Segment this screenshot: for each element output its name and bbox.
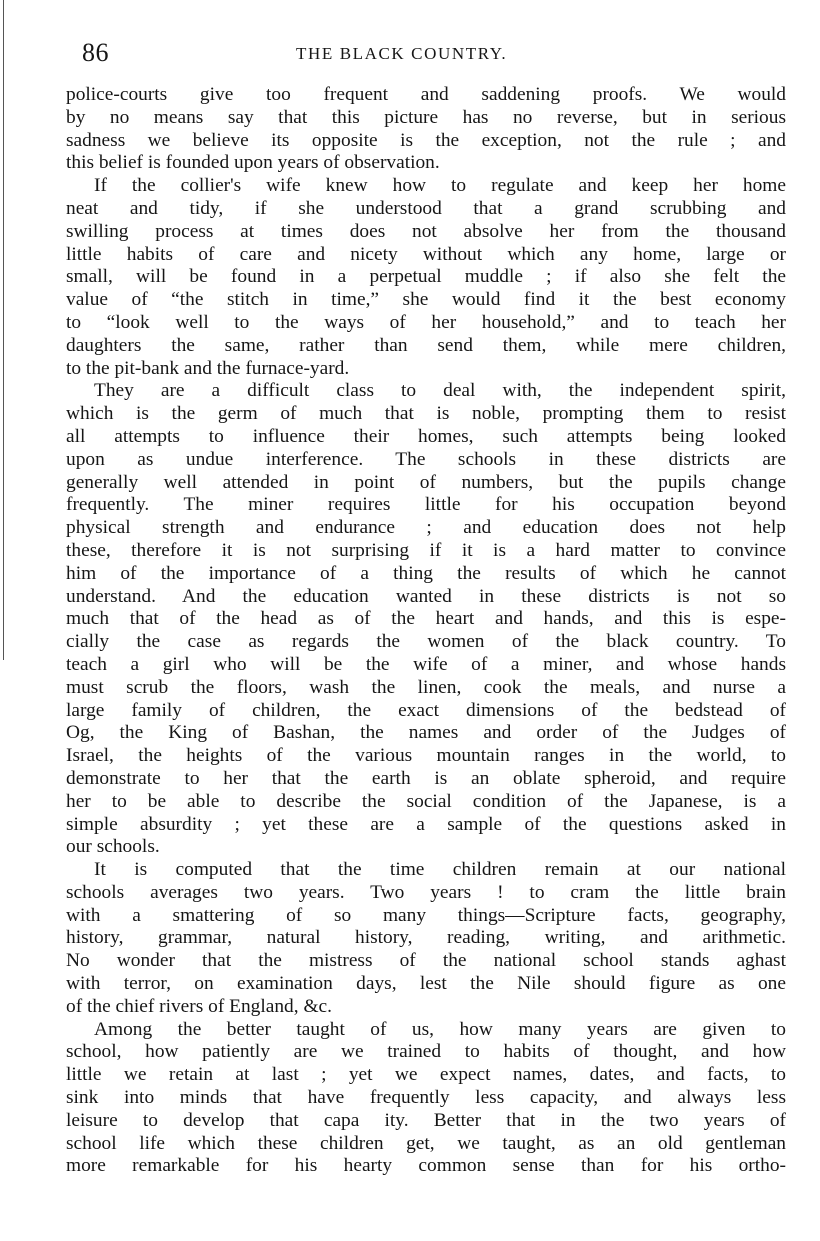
text-line: our schools. [66,836,160,858]
text-line: teach a girl who will be the wife of a miner, and whose hands [66,653,786,675]
text-line: school life which these children get, we taught, as an old gentleman [66,1132,786,1154]
text-line: small, will be found in a perpetual muddle ; if also she felt the [66,266,786,288]
text-line: school, how patiently are we trained to habits of thought, and how [66,1041,786,1063]
text-line: swilling process at times does not absolve her from the thousand [66,220,786,242]
text-line: They are a difficult class to deal with, the independent spirit, [94,380,786,402]
text-line: daughters the same, rather than send them, while mere children, [66,334,786,356]
text-line: which is the germ of much that is noble, prompting them to resist [66,403,786,425]
text-line: sadness we believe its opposite is the exception, not the rule ; and [66,129,786,151]
text-line: physical strength and endurance ; and education does not help [66,517,786,539]
text-line: her to be able to describe the social condition of the Japanese, is a [66,790,786,812]
text-line: all attempts to influence their homes, such attempts being looked [66,425,786,447]
text-line: cially the case as regards the women of the black country. To [66,631,786,653]
text-line: of the chief rivers of England, &c. [66,995,332,1017]
text-line: these, therefore it is not surprising if it is a hard matter to convince [66,539,786,561]
text-line: little habits of care and nicety without which any home, large or [66,243,786,265]
text-line: to “look well to the ways of her household,” and to teach her [66,311,786,333]
text-line: must scrub the floors, wash the linen, cook the meals, and nurse a [66,676,786,698]
text-line: If the collier's wife knew how to regulate and keep her home [94,175,786,197]
text-line: Og, the King of Bashan, the names and order of the Judges of [66,722,786,744]
text-line: more remarkable for his hearty common sense than for his ortho- [66,1155,786,1177]
text-line: Israel, the heights of the various mountain ranges in the world, to [66,745,786,767]
text-line: this belief is founded upon years of observation. [66,152,440,174]
text-line: little we retain at last ; yet we expect names, dates, and facts, to [66,1064,786,1086]
page-number: 86 [82,38,109,67]
text-line: much that of the head as of the heart and hands, and this is espe- [66,608,786,630]
text-line: sink into minds that have frequently less capacity, and always less [66,1087,786,1109]
page-header [82,38,782,68]
page-edge-rule [3,0,4,660]
text-line: schools averages two years. Two years ! to cram the little brain [66,881,786,903]
running-title: THE BLACK COUNTRY. [296,44,508,63]
text-line: demonstrate to her that the earth is an oblate spheroid, and require [66,767,786,789]
text-line: with terror, on examination days, lest the Nile should figure as one [66,973,786,995]
text-line: value of “the stitch in time,” she would find it the best economy [66,289,786,311]
text-line: neat and tidy, if she understood that a grand scrubbing and [66,197,786,219]
text-line: history, grammar, natural history, reading, writing, and arithmetic. [66,927,786,949]
text-line: by no means say that this picture has no reverse, but in serious [66,106,786,128]
text-line: police-courts give too frequent and saddening proofs. We would [66,84,786,105]
text-line: him of the importance of a thing the results of which he cannot [66,562,786,584]
text-line: leisure to develop that capa ity. Better that in the two years of [66,1109,786,1131]
text-line: frequently. The miner requires little for his occupation beyond [66,494,786,516]
text-line: upon as undue interference. The schools in these districts are [66,448,786,470]
text-line: to the pit-bank and the furnace-yard. [66,357,350,379]
text-line: No wonder that the mistress of the national school stands aghast [66,950,786,972]
text-line: with a smattering of so many things—Scripture facts, geography, [66,904,786,926]
text-line: It is computed that the time children remain at our national [94,859,786,881]
text-line: large family of children, the exact dimensions of the bedstead of [66,699,786,721]
body-text [66,84,786,1178]
text-line: generally well attended in point of numbers, but the pupils change [66,471,786,493]
text-line: simple absurdity ; yet these are a sample of the questions asked in [66,813,786,835]
text-line: understand. And the education wanted in these districts is not so [66,585,786,607]
text-line: Among the better taught of us, how many years are given to [94,1018,786,1040]
